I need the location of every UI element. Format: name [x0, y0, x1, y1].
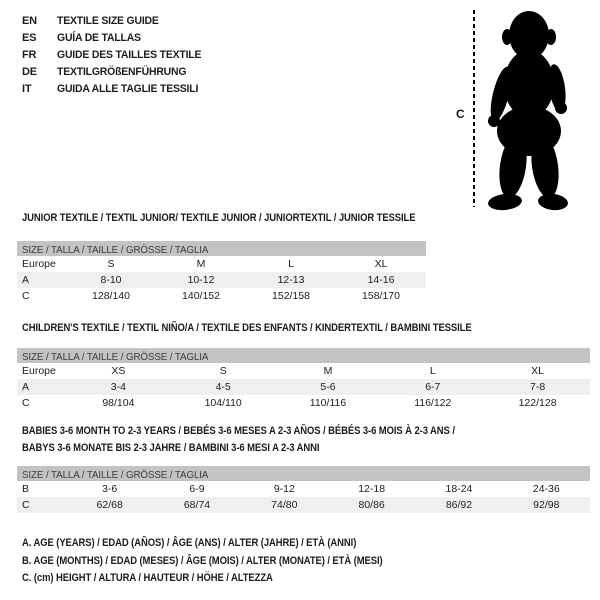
table-row-height: [17, 395, 590, 411]
row-label: C: [22, 499, 30, 511]
language-row-it: [22, 81, 209, 98]
size-cell: 86/92: [445, 499, 473, 511]
footnote-age-years: A. AGE (YEARS) / EDAD (AÑOS) / ÂGE (ANS) / ALTER (JAHRE) / ETÀ (ANNI): [22, 537, 357, 549]
size-cell: 6-9: [189, 483, 205, 495]
size-cell: 24-36: [532, 483, 560, 495]
size-cell: 3-6: [102, 483, 118, 495]
guide-title-en: TEXTILE SIZE GUIDE: [57, 15, 159, 27]
size-cell: 122/128: [518, 397, 557, 409]
size-cell: 152/158: [272, 290, 310, 302]
language-title-list: [22, 13, 209, 98]
size-cell: M: [196, 258, 206, 270]
guide-title-es: GUÍA DE TALLAS: [57, 32, 141, 44]
guide-title-it: GUIDA ALLE TAGLIE TESSILI: [57, 83, 199, 95]
language-code: FR: [22, 49, 37, 61]
height-dashed-line: [473, 10, 475, 207]
size-cell: 92/98: [533, 499, 560, 511]
language-code: IT: [22, 83, 32, 95]
language-row-de: [22, 64, 209, 81]
row-label: C: [22, 397, 30, 409]
row-label: Europe: [22, 258, 56, 270]
size-cell: 80/86: [358, 499, 385, 511]
size-cell: 98/104: [102, 397, 135, 409]
size-cell: 7-8: [529, 381, 546, 393]
size-cell: 110/116: [309, 397, 347, 409]
guide-title-de: TEXTILGRÖßENFÜHRUNG: [57, 66, 187, 78]
babies-title-line1: BABIES 3-6 MONTH TO 2-3 YEARS / BEBÉS 3-6 MESES A 2-3 AÑOS / BÉBÉS 3-6 MOIS À 2-3 ANS /: [22, 425, 455, 437]
size-cell: 140/152: [182, 290, 220, 302]
children-section-title: CHILDREN'S TEXTILE / TEXTIL NIÑO/A / TEXTILE DES ENFANTS / KINDERTEXTIL / BAMBINI TESSILE: [22, 322, 472, 334]
row-label: Europe: [22, 365, 56, 377]
size-cell: 5-6: [320, 381, 336, 393]
size-cell: 158/170: [362, 290, 400, 302]
table-row-height: [17, 288, 426, 304]
size-cell: 10-12: [187, 274, 215, 286]
toddler-silhouette-image: [481, 4, 579, 214]
size-cell: 8-10: [100, 274, 122, 286]
size-cell: 116/122: [414, 397, 452, 409]
size-header-label: SIZE / TALLA / TAILLE / GRÖSSE / TAGLIA: [22, 244, 209, 256]
babies-size-table: [17, 466, 590, 513]
size-cell: L: [288, 258, 294, 270]
language-row-en: [22, 13, 209, 30]
table-row-europe: [17, 363, 590, 379]
height-marker-label: C: [456, 107, 465, 121]
row-label: B: [22, 483, 30, 495]
guide-title-fr: GUIDE DES TAILLES TEXTILE: [57, 49, 202, 61]
size-header-bar: [17, 241, 426, 256]
size-cell: S: [219, 365, 227, 377]
size-cell: 68/74: [183, 499, 211, 511]
babies-section-title: [22, 423, 455, 456]
size-cell: 14-16: [367, 274, 395, 286]
table-row-height: [17, 497, 590, 513]
size-cell: M: [323, 365, 333, 377]
size-header-bar: [17, 466, 590, 481]
size-cell: 4-5: [215, 381, 231, 393]
row-label: A: [22, 381, 30, 393]
table-row-age-months: [17, 481, 590, 497]
footnote-height-cm: C. (cm) HEIGHT / ALTURA / HAUTEUR / HÖHE / ALTEZZA: [22, 572, 273, 584]
size-cell: XS: [111, 365, 126, 377]
language-code: ES: [22, 32, 37, 44]
babies-title-line2: BABYS 3-6 MONATE BIS 2-3 JAHRE / BAMBINI 3-6 MESI A 2-3 ANNI: [22, 441, 320, 454]
footnote-age-months: B. AGE (MONTHS) / EDAD (MESES) / ÂGE (MOIS) / ALTER (MONATE) / ETÀ (MESI): [22, 554, 383, 567]
language-code: EN: [22, 15, 37, 27]
language-row-fr: [22, 47, 209, 64]
size-cell: 9-12: [273, 483, 295, 495]
table-row-age: [17, 379, 590, 395]
footnote-legend: [22, 535, 441, 588]
size-header-label: SIZE / TALLA / TAILLE / GRÖSSE / TAGLIA: [22, 351, 209, 363]
size-cell: 62/68: [96, 499, 123, 511]
size-cell: 6-7: [425, 381, 441, 393]
size-cell: 12-13: [277, 274, 305, 286]
size-header-bar: [17, 348, 590, 363]
language-code: DE: [22, 66, 37, 78]
size-cell: XL: [531, 365, 544, 377]
size-cell: 74/80: [271, 499, 298, 511]
size-cell: 104/110: [204, 397, 242, 409]
children-size-table: [17, 348, 590, 411]
table-row-europe: [17, 256, 426, 272]
size-cell: L: [429, 365, 436, 377]
table-row-age: [17, 272, 426, 288]
size-cell: 12-18: [358, 483, 386, 495]
size-header-label: SIZE / TALLA / TAILLE / GRÖSSE / TAGLIA: [22, 469, 209, 481]
language-row-es: [22, 30, 209, 47]
size-cell: 3-4: [110, 381, 126, 393]
junior-section-title: JUNIOR TEXTILE / TEXTIL JUNIOR/ TEXTILE JUNIOR / JUNIORTEXTIL / JUNIOR TESSILE: [22, 212, 416, 224]
row-label: C: [22, 290, 30, 302]
size-cell: XL: [374, 258, 388, 270]
size-cell: 128/140: [92, 290, 130, 302]
size-cell: 18-24: [445, 483, 473, 495]
row-label: A: [22, 274, 30, 286]
size-cell: S: [107, 258, 115, 270]
junior-size-table: [17, 241, 426, 304]
